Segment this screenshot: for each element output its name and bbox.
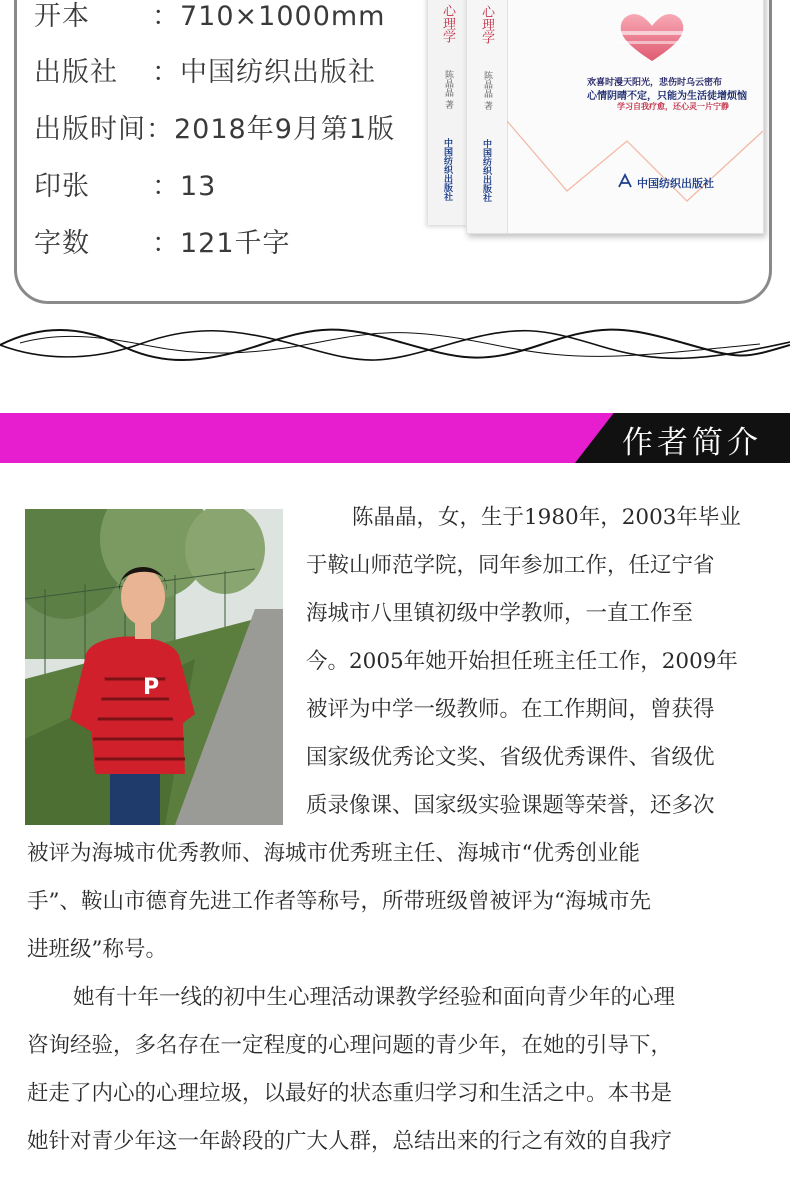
bio-line-4: 今。2005年她开始担任班主任工作，2009年: [306, 649, 738, 674]
back-spine-publisher: 中国纺织出版社: [442, 138, 452, 201]
svg-text:P: P: [143, 675, 160, 700]
info-words-row: [34, 221, 291, 261]
cover-publisher: 中国纺织出版社: [637, 177, 714, 190]
info-sheets-row: [34, 164, 216, 204]
info-words-value: ：121千字: [152, 228, 291, 259]
bio-line-1: 陈晶晶，女，生于1980年，2003年毕业: [352, 505, 741, 530]
bio-line-2: 于鞍山师范学院，同年参加工作，任辽宁省: [306, 553, 715, 578]
info-publisher-row: [34, 50, 376, 90]
bio-para2-line-2: 咨询经验，多名存在一定程度的心理问题的青少年，在她的引导下，: [27, 1033, 673, 1058]
book-cover-image: [420, 0, 766, 264]
section-title: 作者简介: [622, 425, 762, 461]
info-format-value: ：710×1000mm: [152, 1, 386, 32]
cover-tagline-1: 欢喜时漫天阳光，悲伤时乌云密布: [587, 78, 723, 88]
bio-line-3: 海城市八里镇初级中学教师，一直工作至: [306, 601, 694, 626]
bio-line-9: 手”、鞍山市德育先进工作者等称号，所带班级曾被评为“海城市先: [27, 889, 651, 914]
info-date-value: ：2018年9月第1版: [146, 114, 396, 145]
bio-line-6: 国家级优秀论文奖、省级优秀课件、省级优: [306, 745, 715, 770]
bio-para2-line-4: 她针对青少年这一年龄段的广大人群，总结出来的行之有效的自我疗: [27, 1129, 673, 1154]
book-back-spine: [428, 0, 471, 225]
front-spine-author: 陈晶晶 著: [482, 71, 492, 110]
back-spine-title: 心理学: [440, 4, 455, 43]
info-words-key: 字数: [34, 228, 90, 259]
bio-line-7: 质录像课、国家级实验课题等荣誉，还多次: [306, 793, 715, 818]
bio-line-10: 进班级”称号。: [27, 937, 167, 962]
info-sheets-value: ：13: [152, 171, 217, 202]
info-date-key: 出版时间: [34, 114, 146, 145]
info-date-row: [34, 107, 395, 147]
info-publisher-key: 出版社: [34, 57, 118, 88]
bio-para2-line-1: 她有十年一线的初中生心理活动课教学经验和面向青少年的心理: [73, 985, 676, 1010]
author-photo: [25, 509, 283, 825]
heart-icon: [617, 11, 687, 63]
info-sheets-key: 印张: [34, 171, 90, 202]
info-format-key: 开本: [34, 1, 90, 32]
bio-para2-line-3: 赶走了内心的心理垃圾，以最好的状态重归学习和生活之中。本书是: [27, 1081, 673, 1106]
publisher-logo-icon: [617, 173, 633, 189]
wavy-divider: [0, 320, 790, 370]
back-spine-author: 陈晶晶 著: [443, 70, 453, 109]
author-section-banner: [0, 413, 790, 463]
cover-tagline-3: 学习自我疗愈，还心灵一片宁静: [617, 101, 729, 111]
book-front-cover: [466, 0, 764, 234]
bio-line-8: 被评为海城市优秀教师、海城市优秀班主任、海城市“优秀创业能: [27, 841, 640, 866]
info-publisher-value: ：中国纺织出版社: [152, 57, 376, 88]
front-spine-publisher: 中国纺织出版社: [481, 139, 491, 202]
zigzag-decoration: [507, 111, 763, 211]
cover-tagline-2: 心情阴晴不定，只能为生活徒增烦恼: [587, 91, 747, 102]
info-format-row: [34, 0, 385, 34]
front-spine-title: 心理学: [479, 5, 494, 44]
bio-line-5: 被评为中学一级教师。在工作期间，曾获得: [306, 697, 715, 722]
